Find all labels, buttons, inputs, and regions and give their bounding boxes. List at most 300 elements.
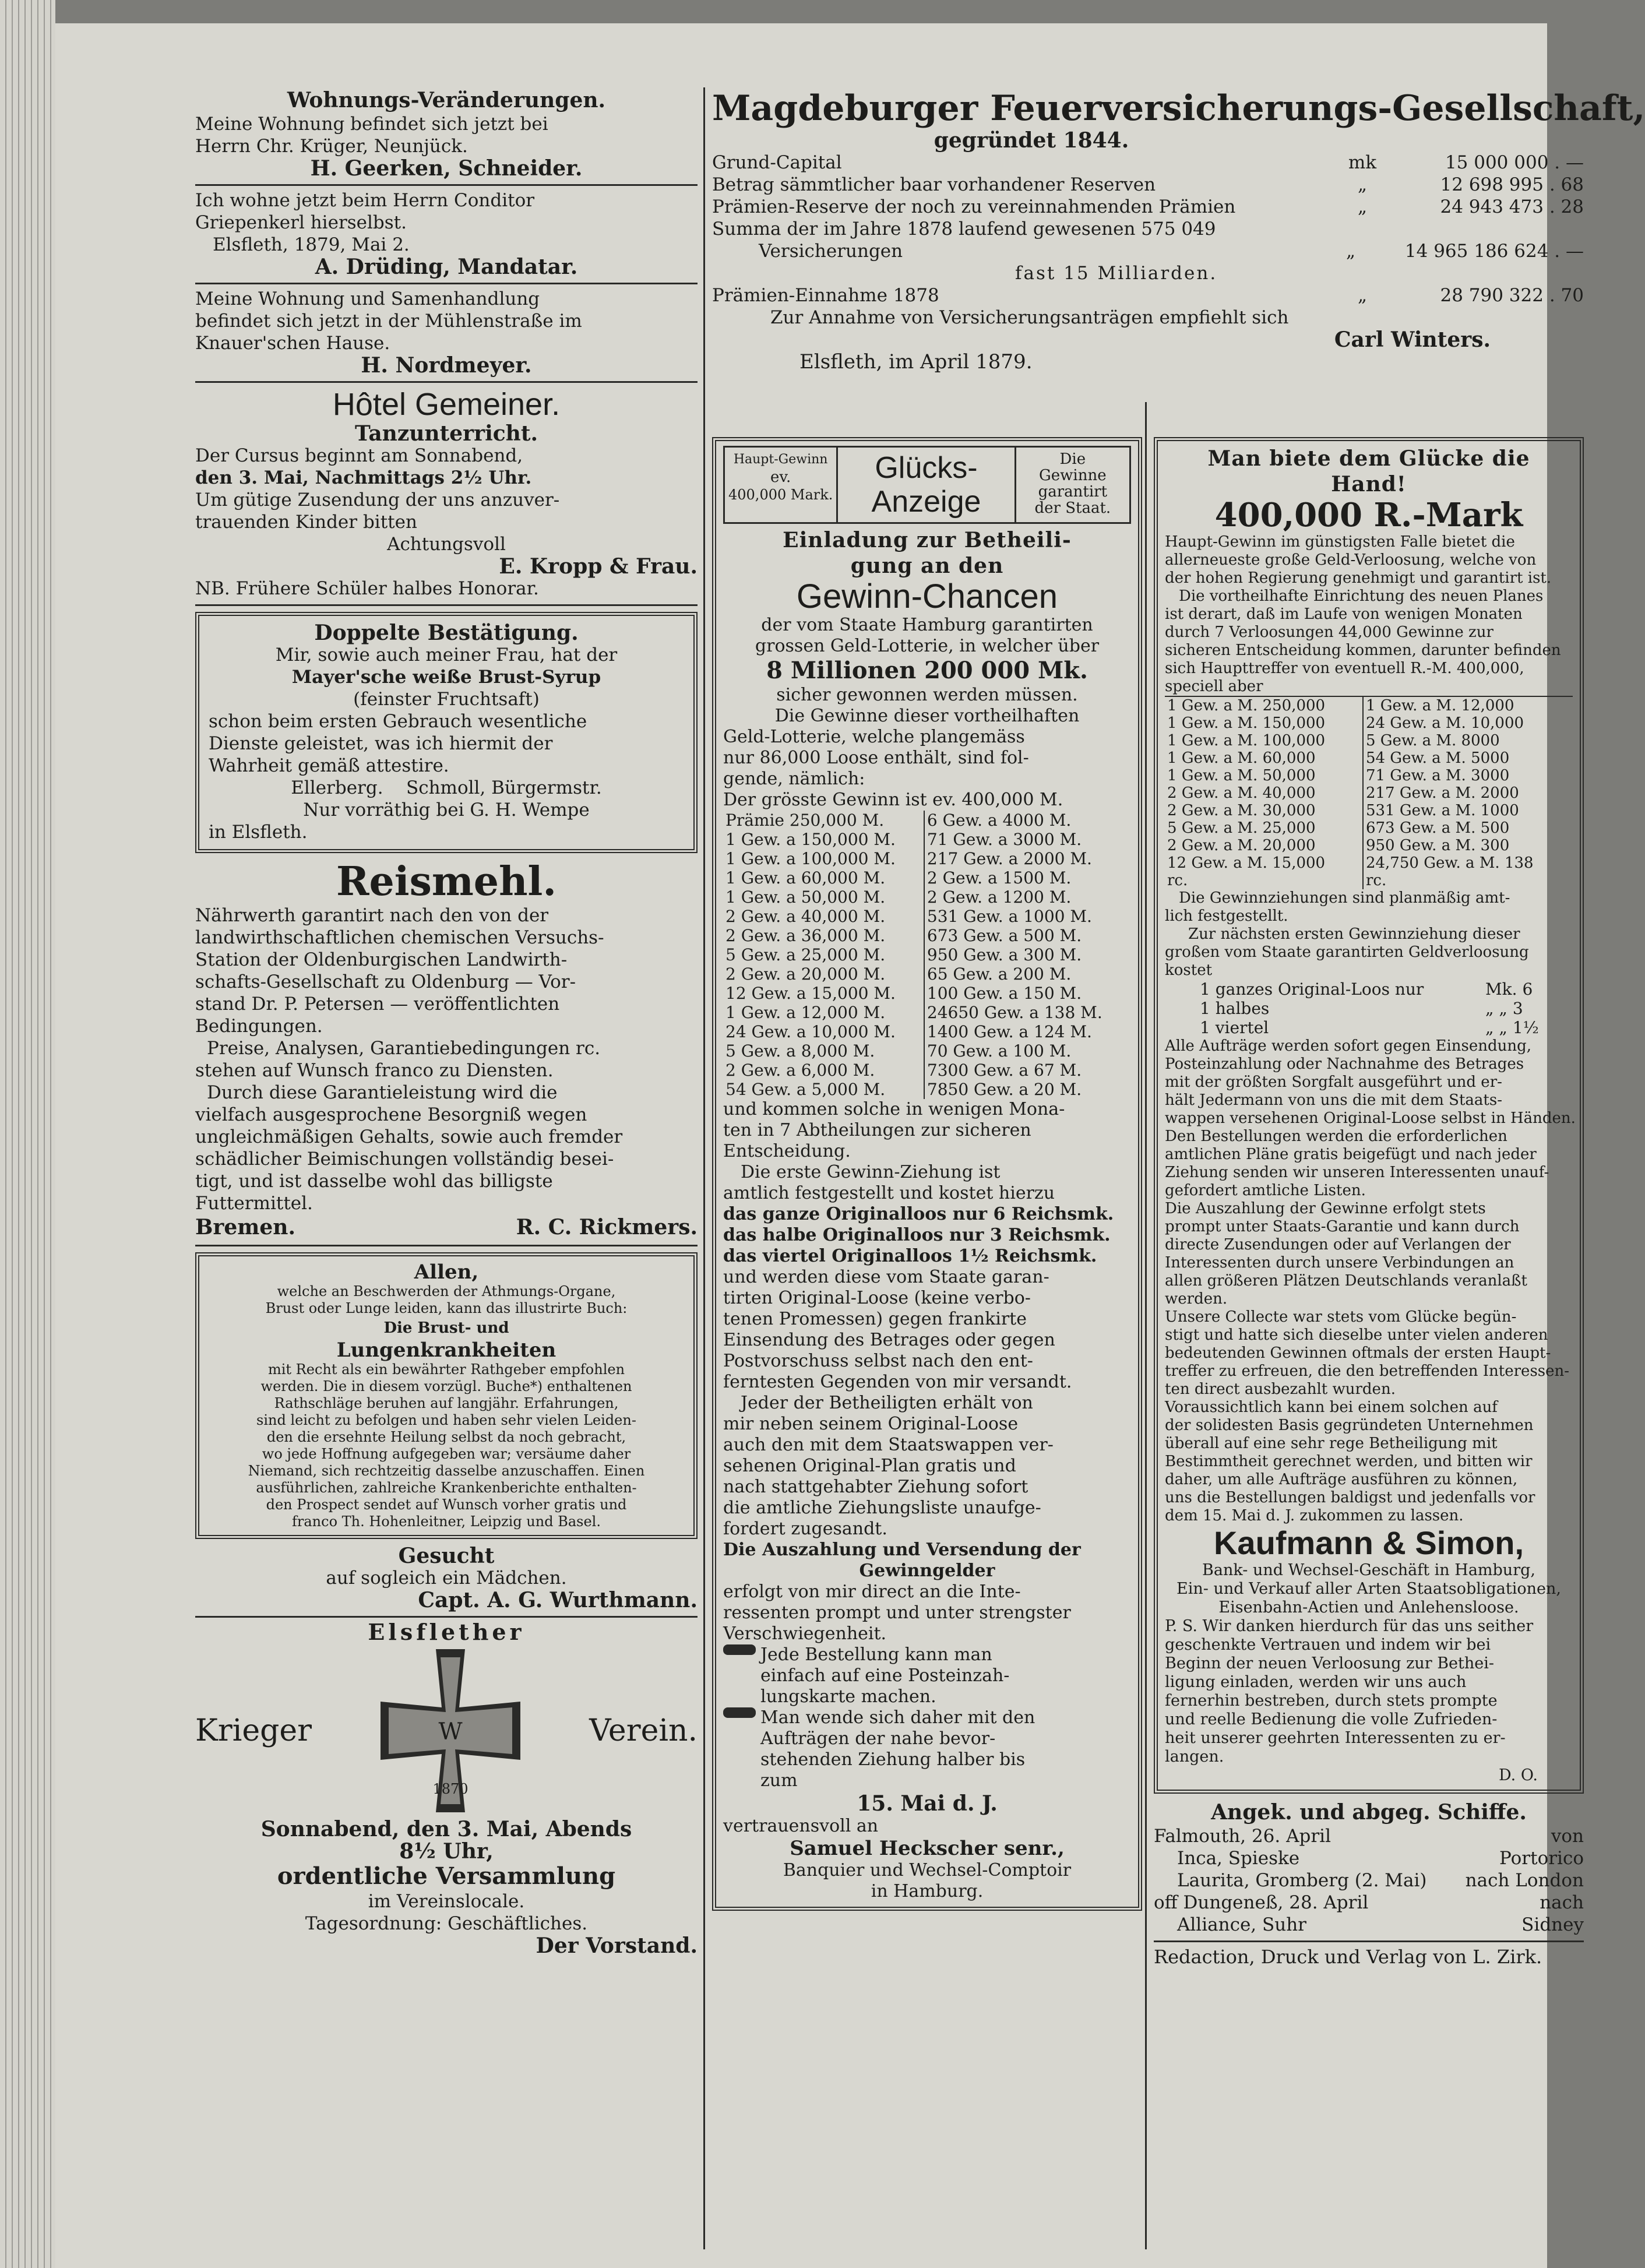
ad-signature: H. Nordmeyer.: [361, 353, 532, 378]
ad-line: Sonnabend, den 3. Mai, Abends: [260, 1817, 632, 1841]
ad-line: allerneueste große Geld-Verloosung, welche von: [1165, 551, 1537, 569]
ad-line: trauenden Kinder bitten: [195, 512, 417, 533]
loos-label: 1 halbes: [1200, 999, 1270, 1018]
ad-line: nur 86,000 Loose enthält, sind fol-: [723, 748, 1029, 768]
ad-line: grossen Geld-Lotterie, in welcher über: [755, 636, 1100, 656]
ad-line: kostet: [1165, 962, 1213, 979]
ship-row: [1154, 1892, 1584, 1914]
stacked-page-edges: [0, 0, 55, 2268]
ship-cell: von: [1551, 1826, 1584, 1847]
prize-cell: 1 Gew. a M. 50,000: [1165, 767, 1363, 784]
ad-line: Meine Wohnung befindet sich jetzt bei: [195, 114, 548, 135]
ad-line: Geld-Lotterie, welche plangemäss: [723, 727, 1025, 747]
ad-line: zum: [760, 1770, 798, 1791]
ad-line: in Hamburg.: [871, 1881, 984, 1901]
prize-cell: 2 Gew. a 1500 M.: [927, 868, 1072, 888]
ad-line: sind leicht zu befolgen und haben sehr vielen Leiden-: [256, 1412, 636, 1428]
cross-year: 1870: [432, 1781, 469, 1797]
ad-line: Preise, Analysen, Garantiebedingungen rc.: [207, 1038, 601, 1059]
ad-wohnung-druding: [195, 189, 698, 278]
fin-row: [712, 196, 1584, 218]
ad-line: tenen Promessen) gegen frankirte: [723, 1309, 1027, 1329]
ad-line: auch den mit dem Staatswappen ver-: [723, 1435, 1054, 1455]
prize-row: [1165, 854, 1573, 872]
prize-row: [723, 964, 1131, 984]
prize-cell: 71 Gew. a M. 3000: [1365, 767, 1510, 784]
prize-row: [723, 907, 1131, 926]
prize-cell: 7850 Gew. a 20 M.: [927, 1080, 1082, 1099]
ad-line: wo jede Hoffnung aufgegeben war; versäume daher: [262, 1446, 631, 1462]
ad-line: der vom Staate Hamburg garantirten: [761, 615, 1093, 635]
fin-row: [712, 284, 1584, 307]
ad-line: Haupt-Gewinn im günstigsten Falle bietet die: [1165, 533, 1515, 551]
ad-line: Wahrheit gemäß attestire.: [209, 755, 449, 776]
prize-cell: 2 Gew. a M. 30,000: [1165, 802, 1363, 819]
ad-line: die amtliche Ziehungsliste unaufge-: [723, 1498, 1041, 1518]
prize-row: [1165, 837, 1573, 854]
ad-line: erfolgt von mir direct an die Inte-: [723, 1582, 1021, 1602]
prize-cell: 1 Gew. a M. 12,000: [1365, 697, 1514, 714]
ad-line: nach stattgehabter Ziehung sofort: [723, 1477, 1028, 1497]
ad-line: ordentliche Versammlung: [277, 1862, 616, 1890]
ship-cell: Inca, Spieske: [1177, 1848, 1300, 1869]
prize-cell: 1 Gew. a 12,000 M.: [723, 1003, 924, 1022]
ad-line: Der Cursus beginnt am Sonnabend,: [195, 445, 523, 466]
ad-founded: gegründet 1844.: [934, 128, 1129, 153]
ad-title: Doppelte Bestätigung.: [314, 621, 579, 645]
prize-cell: 71 Gew. a 3000 M.: [927, 830, 1082, 849]
ad-line: der solidesten Basis gegründeten Unternehmen: [1165, 1417, 1534, 1434]
ad-line: sehenen Original-Plan gratis und: [723, 1456, 1016, 1476]
ship-row: [1154, 1847, 1584, 1869]
prize-table: [723, 811, 1131, 1099]
ad-line: ligung einladen, werden wir uns auch: [1165, 1673, 1467, 1691]
fin-row: [712, 218, 1584, 240]
ad-line: Achtungsvoll: [387, 534, 506, 555]
ship-cell: nach: [1540, 1892, 1584, 1913]
ad-signature: Der Vorstand.: [536, 1934, 698, 1958]
ad-line: franco Th. Hohenleitner, Leipzig und Basel.: [292, 1513, 601, 1530]
ad-line: Durch diese Garantieleistung wird die: [207, 1082, 558, 1103]
prize-cell: 1 Gew. a 150,000 M.: [723, 830, 924, 849]
ad-subtitle: Tanzunterricht.: [354, 421, 538, 446]
prize-cell: 2 Gew. a 40,000 M.: [723, 907, 924, 926]
divider: [195, 184, 698, 186]
prize-cell: 217 Gew. a M. 2000: [1365, 784, 1519, 802]
ad-line: Zur Annahme von Versicherungsanträgen empfiehlt sich: [770, 307, 1289, 328]
ad-signature: D. O.: [1499, 1766, 1538, 1784]
ad-signature: H. Geerken, Schneider.: [310, 156, 583, 181]
prize-cell: 2 Gew. a M. 40,000: [1165, 784, 1363, 802]
prize-row: [1165, 749, 1573, 767]
postscript: [1165, 1617, 1573, 1766]
ad-magdeburger: [712, 87, 1645, 374]
ad-line: werden. Die in diesem vorzügl. Buche*) enthaltenen: [260, 1378, 632, 1394]
ad-line: das halbe Originalloos nur 3 Reichsmk.: [723, 1225, 1111, 1245]
prize-row: [723, 1041, 1131, 1061]
ships-section: [1154, 1799, 1584, 1936]
ad-signature: Carl Winters.: [1334, 327, 1491, 352]
ad-line: Dienste geleistet, was ich hiermit der: [209, 733, 553, 754]
fin-label: Summa der im Jahre 1878 laufend gewesenen 575 049: [712, 219, 1216, 240]
ship-cell: Sidney: [1521, 1914, 1584, 1935]
ad-line: Mir, sowie auch meiner Frau, hat der: [275, 645, 618, 665]
fin-value: 15 000 000 . —: [1445, 152, 1584, 173]
prize-cell: 1 Gew. a 60,000 M.: [723, 868, 924, 888]
header-mid: [838, 448, 1016, 522]
prize-cell: 1 Gew. a 50,000 M.: [723, 888, 924, 907]
column-1: [195, 87, 698, 2251]
ad-big-title: Gewinn-Chancen: [796, 577, 1058, 615]
ad-line: mit Recht als ein bewährter Rathgeber empfohlen: [267, 1361, 625, 1378]
prize-cell: 531 Gew. a M. 1000: [1365, 802, 1519, 819]
ad-line: vertrauensvoll an: [723, 1816, 879, 1836]
prize-row: [1165, 767, 1573, 784]
prize-row: [1165, 696, 1573, 714]
fin-row: [712, 262, 1584, 284]
prize-row: [1165, 784, 1573, 802]
ad-kaufmann-simon: [1154, 437, 1584, 1794]
prize-cell: 54 Gew. a M. 5000: [1365, 749, 1510, 767]
ad-title: Reismehl.: [336, 858, 557, 905]
ad-line: Die Auszahlung der Gewinne erfolgt stets: [1165, 1200, 1486, 1217]
prize-row: [723, 945, 1131, 964]
prize-cell: 12 Gew. a M. 15,000: [1165, 854, 1363, 872]
prize-cell: 6 Gew. a 4000 M.: [927, 811, 1072, 830]
divider: [195, 604, 698, 606]
ad-big-title: 400,000 R.-Mark: [1214, 496, 1523, 534]
fin-label: Versicherungen: [759, 241, 903, 262]
ad-title-2: gung an den: [850, 554, 1004, 578]
ad-line: amtlich festgestellt und kostet hierzu: [723, 1183, 1055, 1203]
ad-title: Elsflether: [368, 1619, 525, 1645]
ad-line: Aufträgen der nahe bevor-: [760, 1728, 996, 1749]
prize-cell: 950 Gew. a 300 M.: [927, 945, 1082, 964]
fin-row: [712, 174, 1584, 196]
fin-value: [1397, 262, 1584, 284]
column-rule-right: [1145, 402, 1147, 2249]
ad-line: und kommen solche in wenigen Mona-: [723, 1099, 1065, 1119]
prize-cell: 1 Gew. a M. 60,000: [1165, 749, 1363, 767]
ad-line: Bedingungen.: [195, 1016, 323, 1037]
ships-title: Angek. und abgeg. Schiffe.: [1211, 1800, 1527, 1825]
ship-cell: Laurita, Gromberg (2. Mai): [1177, 1870, 1427, 1891]
ad-line: stehenden Ziehung halber bis: [760, 1749, 1026, 1770]
ad-line: Die vortheilhafte Einrichtung des neuen Planes: [1179, 587, 1544, 605]
ad-line: in Elsfleth.: [209, 822, 308, 843]
fin-unit: [1327, 218, 1397, 240]
ad-line: Zur nächsten ersten Gewinnziehung dieser: [1188, 925, 1520, 943]
ad-line: Die Gewinne dieser vortheilhaften: [774, 706, 1080, 726]
loos-price: „ „ 1½: [1485, 1018, 1539, 1037]
cross-letter: W: [438, 1718, 463, 1745]
prize-cell: rc.: [1365, 872, 1387, 889]
prize-row: [723, 830, 1131, 849]
header-right: [1016, 448, 1129, 522]
ship-cell: off Dungeneß, 28. April: [1154, 1892, 1369, 1913]
ad-line: Entscheidung.: [723, 1141, 851, 1161]
ad-signature: Samuel Heckscher senr.,: [790, 1837, 1065, 1860]
ad-line: Niemand, sich rechtzeitig dasselbe anzuschaffen. Einen: [248, 1463, 645, 1479]
ad-line: Den Bestellungen werden die erforderlichen: [1165, 1128, 1507, 1145]
ships-list: [1154, 1825, 1584, 1936]
ad-line: Bestimmtheit gerechnet werden, und bitten wir: [1165, 1453, 1533, 1470]
prize-row: [723, 868, 1131, 888]
prize-row: [723, 1003, 1131, 1022]
ad-line: Herrn Chr. Krüger, Neunjück.: [195, 136, 468, 157]
prize-cell: 1 Gew. a 100,000 M.: [723, 849, 924, 868]
ad-line: gende, nämlich:: [723, 769, 865, 789]
header-line: 400,000 Mark.: [728, 487, 833, 503]
prize-table: [1165, 696, 1573, 889]
ad-line: Einsendung des Betrages oder gegen: [723, 1330, 1055, 1350]
ad-line: Brust oder Lunge leiden, kann das illustrirte Buch:: [265, 1300, 628, 1316]
body-text: [1165, 1037, 1576, 1525]
ad-line: Griepenkerl hierselbst.: [195, 212, 407, 233]
ad-line: Elsfleth, 1879, Mai 2.: [213, 234, 410, 255]
ad-line: sicher gewonnen werden müssen.: [776, 685, 1078, 705]
ad-line: einfach auf eine Posteinzah-: [760, 1665, 1010, 1686]
ad-line: großen vom Staate garantirten Geldverloosung: [1165, 943, 1529, 961]
fin-unit: „: [1357, 196, 1368, 217]
ship-cell: Alliance, Suhr: [1177, 1914, 1306, 1935]
prize-cell: rc.: [1165, 872, 1363, 889]
ad-line: sich Haupttreffer von eventuell R.-M. 400,000,: [1165, 660, 1524, 677]
fin-value: 24 943 473 . 28: [1440, 196, 1584, 217]
fin-row: [712, 152, 1584, 174]
ad-line: Bank- und Wechsel-Geschäft in Hamburg,: [1202, 1561, 1535, 1579]
ad-line: treffer zu erfreuen, die den betreffenden Interessen-: [1165, 1362, 1570, 1380]
ad-line: Beginn der neuen Verloosung zur Bethei-: [1165, 1654, 1495, 1672]
ad-line: Nährwerth garantirt nach den von der: [195, 905, 549, 926]
ad-line: P. S. Wir danken hierdurch für das uns seither: [1165, 1617, 1534, 1635]
header-line: der Staat.: [1034, 499, 1111, 517]
prize-cell: 2 Gew. a M. 20,000: [1165, 837, 1363, 854]
ad-line: welche an Beschwerden der Athmungs-Organe,: [277, 1283, 616, 1299]
firm-name: Kaufmann & Simon,: [1213, 1524, 1524, 1561]
prize-cell: 5 Gew. a 25,000 M.: [723, 945, 924, 964]
pointing-hand-icon: [723, 1644, 756, 1655]
prize-cell: 65 Gew. a 200 M.: [927, 964, 1072, 984]
ad-line: den Prospect sendet auf Wunsch vorher gratis und: [266, 1496, 627, 1513]
ad-line: allen größeren Plätzen Deutschlands veranlaßt: [1165, 1272, 1527, 1290]
ad-line: Man wende sich daher mit den: [760, 1707, 1035, 1728]
ad-place-date: Elsfleth, im April 1879.: [799, 350, 1033, 374]
fin-label: fast 15 Milliarden.: [1015, 263, 1218, 284]
prize-row: [1165, 819, 1573, 837]
ad-signature-row: [195, 1214, 698, 1240]
fin-label: Prämien-Einnahme 1878: [712, 285, 939, 306]
ad-title: Allen,: [414, 1260, 479, 1284]
fin-label: Prämien-Reserve der noch zu vereinnahmenden Prämien: [712, 196, 1236, 217]
ad-line: vielfach ausgesprochene Besorgniß wegen: [195, 1104, 587, 1125]
ad-title: Wohnungs-Veränderungen.: [287, 88, 606, 112]
prize-cell: 1 Gew. a M. 150,000: [1165, 714, 1363, 732]
ad-line: uns die Bestellungen baldigst und jedenfalls vor: [1165, 1489, 1535, 1506]
ad-line: auf sogleich ein Mädchen.: [326, 1568, 567, 1589]
ad-line: werden.: [1165, 1290, 1228, 1308]
ad-gesucht: [195, 1545, 698, 1611]
ad-line: Ellerberg. Schmoll, Bürgermstr.: [291, 777, 602, 798]
ad-line: im Vereinslocale.: [368, 1891, 525, 1912]
prize-cell: 2 Gew. a 1200 M.: [927, 888, 1072, 907]
ad-line: Futtermittel.: [195, 1193, 313, 1214]
prize-row: [723, 926, 1131, 945]
prize-cell: 12 Gew. a 15,000 M.: [723, 984, 924, 1003]
ad-line: befindet sich jetzt in der Mühlenstraße im: [195, 311, 582, 332]
ad-line: und reelle Bedienung die volle Zufrieden-: [1165, 1710, 1498, 1728]
prize-row: [723, 1022, 1131, 1041]
ad-line: Jeder der Betheiligten erhält von: [741, 1393, 1033, 1413]
prize-cell: 2 Gew. a 36,000 M.: [723, 926, 924, 945]
ad-line: ressenten prompt und unter strengster: [723, 1603, 1071, 1623]
ad-place: Bremen.: [195, 1215, 296, 1239]
prize-row: [723, 1080, 1131, 1099]
ad-line: geschenkte Vertrauen und indem wir bei: [1165, 1636, 1491, 1654]
fin-unit: „: [1357, 174, 1368, 195]
hand-note-1: [723, 1644, 1131, 1707]
ad-line: Unsere Collecte war stets vom Glücke begün-: [1165, 1308, 1517, 1326]
krieger-header: [195, 1643, 698, 1818]
ad-reismehl: [195, 859, 698, 1240]
prize-cell: Prämie 250,000 M.: [723, 811, 924, 830]
loos-price: Mk. 6: [1485, 980, 1533, 999]
ad-glucks-anzeige-heckscher: [712, 437, 1142, 1911]
ad-line: lungskarte machen.: [760, 1686, 936, 1707]
ad-line: mit der größten Sorgfalt ausgeführt und er-: [1165, 1073, 1502, 1091]
krieger-left-word: Krieger: [195, 1713, 312, 1748]
prize-cell: 70 Gew. a 100 M.: [927, 1041, 1072, 1061]
ad-line: dem 15. Mai d. J. zukommen zu lassen.: [1165, 1507, 1464, 1524]
fin-row: [712, 240, 1584, 262]
fin-value: 12 698 995 . 68: [1440, 174, 1584, 195]
ship-row: [1154, 1825, 1584, 1847]
prize-cell: 5 Gew. a 8,000 M.: [723, 1041, 924, 1061]
prize-cell: 2 Gew. a 6,000 M.: [723, 1061, 924, 1080]
ad-line: bedeutenden Gewinnen oftmals der ersten Haupt-: [1165, 1344, 1551, 1362]
ad-wohnung-nordmeyer: [195, 288, 698, 376]
prize-row: [723, 888, 1131, 907]
iron-cross-icon: [369, 1643, 532, 1818]
ship-cell: Portorico: [1499, 1848, 1584, 1869]
ad-line: den 3. Mai, Nachmittags 2½ Uhr.: [195, 467, 532, 488]
ad-line: Die erste Gewinn-Ziehung ist: [741, 1162, 1001, 1182]
ad-line: Ein- und Verkauf aller Arten Staatsobligationen,: [1176, 1580, 1561, 1598]
ad-line: Tagesordnung: Geschäftliches.: [305, 1913, 588, 1934]
ad-title: Hôtel Gemeiner.: [332, 387, 561, 422]
ad-line: durch 7 Verloosungen 44,000 Gewinne zur: [1165, 624, 1493, 641]
fin-label: Grund-Capital: [712, 152, 842, 173]
ad-line: ferntesten Gegenden von mir versandt.: [723, 1372, 1072, 1392]
ad-line: Nur vorräthig bei G. H. Wempe: [303, 800, 590, 820]
prize-cell: 100 Gew. a 150 M.: [927, 984, 1082, 1003]
ad-line: heit unserer geehrten Interessenten zu er-: [1165, 1729, 1506, 1747]
header-line: Haupt-Gewinn: [733, 452, 828, 467]
fin-unit: mk: [1348, 152, 1377, 173]
ad-line: langen.: [1165, 1748, 1224, 1766]
prize-cell: 1 Gew. a M. 100,000: [1165, 732, 1363, 749]
header-line: garantirt: [1038, 483, 1108, 501]
ad-line: Rathschläge beruhen auf langjähr. Erfahrungen,: [274, 1395, 619, 1411]
prize-cell: 24,750 Gew. a M. 138: [1365, 854, 1534, 872]
prize-cell: 673 Gew. a M. 500: [1365, 819, 1510, 837]
fin-unit: [1327, 262, 1397, 284]
prize-cell: 24650 Gew. a 138 M.: [927, 1003, 1102, 1022]
header-line: Anzeige: [871, 485, 981, 519]
ad-line: stehen auf Wunsch franco zu Diensten.: [195, 1060, 554, 1081]
divider: [195, 381, 698, 383]
ad-line: Verschwiegenheit.: [723, 1623, 887, 1644]
ad-line: Eisenbahn-Actien und Anlehensloose.: [1218, 1598, 1519, 1617]
prize-cell: 1400 Gew. a 124 M.: [927, 1022, 1092, 1041]
divider: [1154, 1941, 1584, 1942]
prize-row: [723, 1061, 1131, 1080]
ad-line: Banquier und Wechsel-Comptoir: [783, 1860, 1072, 1880]
ad-line: lich festgestellt.: [1165, 907, 1288, 925]
ad-line: der hohen Regierung genehmigt und garantirt ist.: [1165, 569, 1552, 587]
prize-cell: 5 Gew. a M. 8000: [1365, 732, 1500, 749]
newspaper-page: [55, 23, 1645, 2268]
ad-line: Lungenkrankheiten: [336, 1339, 556, 1362]
loos-label: 1 viertel: [1200, 1018, 1269, 1037]
prize-row: [1165, 732, 1573, 749]
ad-line: Posteinzahlung oder Nachnahme des Betrages: [1165, 1055, 1524, 1073]
header-line: Glücks-: [875, 451, 978, 485]
prize-cell: 1 Gew. a M. 250,000: [1165, 696, 1363, 714]
ad-line: ten direct ausbezahlt wurden.: [1165, 1380, 1396, 1398]
ad-line: prompt unter Staats-Garantie und kann durch: [1165, 1218, 1520, 1235]
ad-line: stand Dr. P. Petersen — veröffentlichten: [195, 994, 560, 1015]
divider: [195, 283, 698, 284]
ad-line: sicheren Entscheidung kommen, darunter befinden: [1165, 642, 1561, 659]
ad-title: Man biete dem Glücke die: [1207, 446, 1530, 471]
prize-cell: 24 Gew. a 10,000 M.: [723, 1022, 924, 1041]
prize-cell: 673 Gew. a 500 M.: [927, 926, 1082, 945]
fin-label: Betrag sämmtlicher baar vorhandener Reserven: [712, 174, 1156, 195]
divider: [195, 1616, 698, 1618]
ad-line: amtlichen Pläne gratis beigefügt und nach jeder: [1165, 1146, 1537, 1163]
ad-doppelte-bestatigung: [195, 612, 698, 853]
ad-line: Die Brust- und: [383, 1319, 509, 1337]
ad-line: ungleichmäßigen Gehalts, sowie auch fremder: [195, 1126, 623, 1147]
ad-hotel-gemeiner: [195, 386, 698, 600]
loos-price: „ „ 3: [1485, 999, 1523, 1018]
prize-row: [1165, 872, 1573, 889]
ad-line: stigt und hatte sich dieselbe unter vielen anderen: [1165, 1326, 1548, 1344]
ad-line: ausführlichen, zahlreiche Krankenberichte enthalten-: [256, 1480, 637, 1496]
header-line: Gewinne: [1039, 467, 1107, 484]
ad-line: schafts-Gesellschaft zu Oldenburg — Vor-: [195, 971, 576, 992]
ad-title: Magdeburger Feuerversicherungs-Gesellschaft,: [712, 88, 1645, 129]
fin-value: 28 790 322 . 70: [1440, 285, 1584, 306]
header-left: [725, 448, 838, 522]
ad-line: fordert zugesandt.: [723, 1519, 887, 1539]
ad-allen-lungenkrankheiten: [195, 1252, 698, 1539]
ad-line: Gewinngelder: [859, 1561, 995, 1581]
ad-line: mir neben seinem Original-Loose: [723, 1414, 1019, 1434]
prize-cell: 24 Gew. a M. 10,000: [1365, 714, 1524, 732]
ship-cell: Falmouth, 26. April: [1154, 1826, 1331, 1847]
ad-line: Mayer'sche weiße Brust-Syrup: [291, 667, 601, 688]
ad-line: den die ersehnte Heilung selbst da noch gebracht,: [266, 1429, 626, 1445]
ad-date: 15. Mai d. J.: [857, 1791, 998, 1816]
prize-cell: 5 Gew. a M. 25,000: [1165, 819, 1363, 837]
ad-line: wappen versehenen Original-Loose selbst in Händen.: [1165, 1110, 1576, 1127]
ad-line: fernerhin bestreben, durch stets prompte: [1165, 1692, 1498, 1710]
ad-line: überall auf eine sehr rege Betheiligung mit: [1165, 1435, 1498, 1452]
header-line: ev.: [770, 469, 791, 486]
ad-line: Jede Bestellung kann man: [760, 1644, 992, 1665]
